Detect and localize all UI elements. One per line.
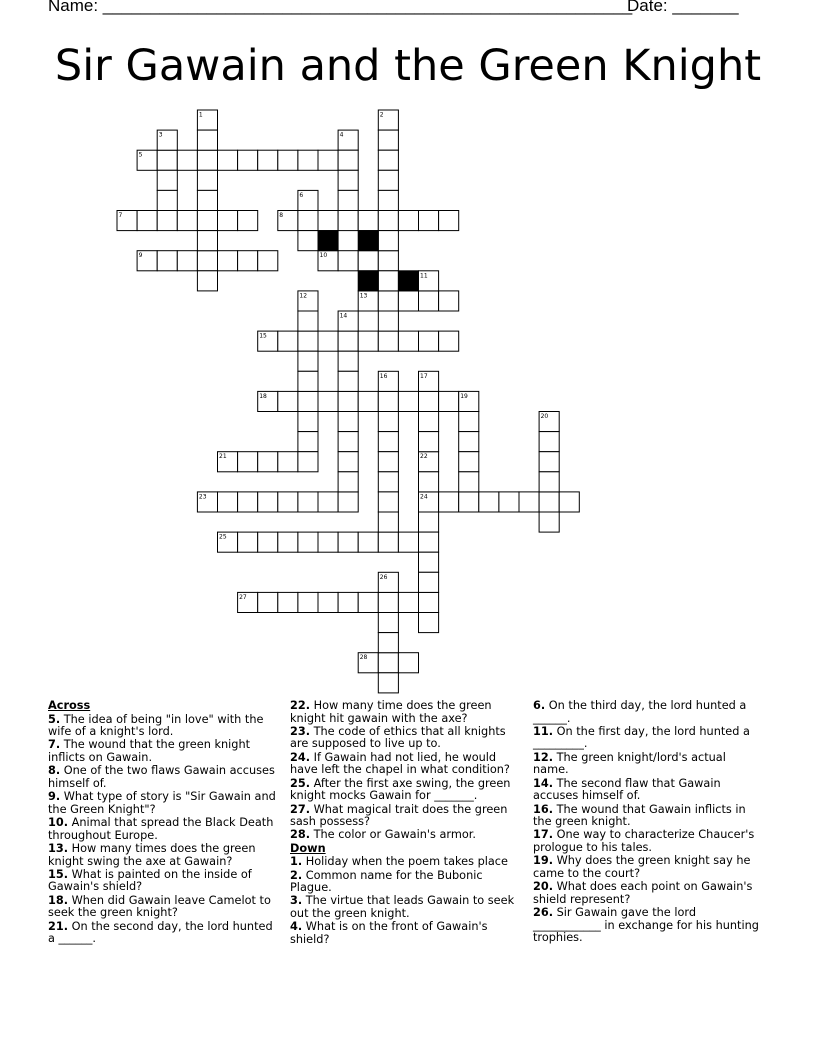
grid-cell[interactable] (298, 331, 318, 351)
clue-text: What type of story is "Sir Gawain and the Green Knight"? (48, 790, 276, 816)
grid-cell[interactable] (298, 452, 318, 472)
clue-column-2 (290, 700, 520, 947)
grid-cell[interactable] (258, 251, 278, 271)
grid-cell[interactable] (398, 653, 418, 673)
clue-number: 16 (379, 372, 388, 380)
across-clue-7 (48, 739, 276, 764)
grid-cell[interactable] (419, 572, 439, 592)
grid-cell[interactable] (378, 251, 398, 271)
grid-cell[interactable] (258, 492, 278, 512)
clue-text: Why does the green knight say he came to the court? (533, 854, 751, 880)
name-field: Name: ________________________________________________________ (48, 0, 633, 15)
down-clue-3 (290, 895, 520, 920)
grid-cell[interactable] (258, 592, 278, 612)
grid-cell[interactable] (378, 130, 398, 150)
clue-text: The wound that the green knight inflicts on Gawain. (48, 738, 251, 765)
grid-cell[interactable] (459, 452, 479, 472)
grid-cell[interactable] (439, 391, 459, 411)
grid-cell[interactable] (398, 532, 418, 552)
clue-number: 21 (219, 453, 227, 461)
grid-cell[interactable] (238, 492, 258, 512)
grid-cell[interactable] (338, 532, 358, 552)
clue-number-label: 22. (290, 699, 311, 712)
grid-cell[interactable] (218, 150, 238, 170)
grid-cell[interactable] (479, 492, 499, 512)
clue-text: On the first day, the lord hunted a _________. (533, 724, 750, 751)
grid-cell[interactable] (338, 371, 358, 391)
grid-cell[interactable] (238, 251, 258, 271)
down-clue-2 (290, 870, 520, 895)
grid-cell[interactable] (298, 412, 318, 432)
grid-cell[interactable] (157, 211, 177, 231)
clue-number: 13 (359, 292, 368, 300)
clue-number: 7 (118, 212, 123, 219)
across-clue-21 (48, 921, 276, 946)
grid-cell[interactable] (439, 331, 459, 351)
grid-cell[interactable] (539, 472, 559, 492)
clue-number: 10 (319, 252, 328, 260)
clue-column-1 (48, 700, 276, 946)
clue-number-label: 7. (48, 738, 61, 752)
clue-text: How many time does the green knight hit gawain with the axe? (290, 699, 492, 725)
clue-number-label: 16. (533, 802, 554, 816)
clue-number-label: 18. (48, 893, 69, 907)
clue-number-label: 19. (533, 854, 554, 868)
clue-number: 19 (460, 392, 468, 400)
clue-number-label: 1. (290, 855, 303, 869)
grid-cell[interactable] (378, 311, 398, 331)
across-clue-22 (290, 700, 520, 725)
clue-number: 27 (239, 593, 247, 601)
grid-black-cell (358, 271, 378, 291)
grid-cell[interactable] (439, 211, 459, 231)
grid-cell[interactable] (157, 170, 177, 190)
grid-cell[interactable] (258, 452, 278, 472)
grid-cell[interactable] (298, 532, 318, 552)
grid-cell[interactable] (539, 492, 559, 512)
grid-cell[interactable] (439, 291, 459, 311)
grid-cell[interactable] (238, 452, 258, 472)
grid-cell[interactable] (419, 391, 439, 411)
grid-cell[interactable] (278, 532, 298, 552)
grid-cell[interactable] (419, 291, 439, 311)
grid-cell[interactable] (419, 552, 439, 572)
clue-number: 26 (379, 573, 388, 581)
down-clue-16 (533, 804, 763, 829)
grid-cell[interactable] (338, 211, 358, 231)
down-clue-6 (533, 700, 763, 725)
grid-cell[interactable] (419, 592, 439, 612)
clue-text: What is painted on the inside of Gawain's shield? (48, 867, 252, 894)
grid-cell[interactable] (358, 391, 378, 411)
clue-text: The idea of being "in love" with the wife of a knight's lord. (48, 712, 264, 739)
grid-cell[interactable] (419, 613, 439, 633)
clue-number-label: 11. (533, 724, 554, 738)
grid-cell[interactable] (459, 492, 479, 512)
grid-cell[interactable] (378, 291, 398, 311)
grid-cell[interactable] (197, 190, 217, 210)
clue-number-label: 28. (290, 828, 311, 842)
clue-text: One way to characterize Chaucer's prologue to his tales. (533, 828, 755, 854)
grid-cell[interactable] (419, 412, 439, 432)
clue-number-label: 15. (48, 867, 69, 881)
grid-cell[interactable] (378, 190, 398, 210)
grid-cell[interactable] (338, 150, 358, 170)
grid-cell[interactable] (238, 150, 258, 170)
clue-number: 3 (158, 131, 163, 139)
grid-cell[interactable] (278, 150, 298, 170)
clue-number-label: 24. (290, 750, 311, 764)
clue-text: The virtue that leads Gawain to seek out the green knight. (290, 894, 515, 920)
clue-number-label: 8. (48, 764, 61, 778)
grid-cell[interactable] (298, 211, 318, 231)
grid-black-cell (358, 231, 378, 251)
clue-text: What magical trait does the green sash possess? (290, 802, 508, 829)
grid-cell[interactable] (318, 391, 338, 411)
clue-text: If Gawain had not lied, he would have left the chapel in what condition? (290, 750, 510, 777)
grid-cell[interactable] (338, 432, 358, 452)
down-clue-20 (533, 881, 763, 906)
across-clue-15 (48, 869, 276, 894)
grid-cell[interactable] (519, 492, 539, 512)
clue-text: On the third day, the lord hunted a ______. (533, 699, 747, 725)
grid-cell[interactable] (177, 251, 197, 271)
grid-cell[interactable] (278, 492, 298, 512)
clue-number: 4 (339, 131, 344, 139)
clue-number-label: 17. (533, 828, 554, 842)
grid-cell[interactable] (378, 331, 398, 351)
grid-cell[interactable] (218, 492, 238, 512)
grid-cell[interactable] (378, 170, 398, 190)
grid-cell[interactable] (338, 412, 358, 432)
clue-text: The green knight/lord's actual name. (533, 750, 726, 777)
grid-cell[interactable] (197, 251, 217, 271)
grid-cell[interactable] (157, 150, 177, 170)
grid-cell[interactable] (378, 532, 398, 552)
clue-number-label: 9. (48, 790, 61, 804)
clue-text: After the first axe swing, the green knight mocks Gawain for _______. (290, 776, 511, 803)
clue-number: 25 (219, 533, 227, 541)
date-field: Date: _______ (627, 0, 739, 15)
grid-cell[interactable] (398, 391, 418, 411)
clue-number: 18 (259, 392, 267, 400)
grid-cell[interactable] (419, 512, 439, 532)
clue-text: What is on the front of Gawain's shield? (290, 920, 488, 946)
grid-cell[interactable] (398, 331, 418, 351)
grid-cell[interactable] (318, 532, 338, 552)
grid-cell[interactable] (338, 331, 358, 351)
grid-cell[interactable] (459, 412, 479, 432)
down-heading: Down (290, 841, 326, 855)
clue-text: The second flaw that Gawain accuses himself of. (533, 776, 721, 803)
grid-cell[interactable] (378, 653, 398, 673)
grid-cell[interactable] (298, 311, 318, 331)
grid-cell[interactable] (378, 613, 398, 633)
grid-cell[interactable] (398, 592, 418, 612)
grid-cell[interactable] (318, 592, 338, 612)
clue-number: 22 (420, 453, 428, 461)
grid-cell[interactable] (338, 492, 358, 512)
grid-cell[interactable] (177, 211, 197, 231)
down-clue-11 (533, 726, 763, 751)
clue-text: On the second day, the lord hunted a ______. (48, 919, 273, 946)
grid-cell[interactable] (157, 190, 177, 210)
grid-cell[interactable] (338, 170, 358, 190)
down-clue-26 (533, 907, 763, 945)
clue-text: The color or Gawain's armor. (310, 828, 476, 842)
grid-cell[interactable] (439, 492, 459, 512)
grid-cell[interactable] (378, 452, 398, 472)
grid-cell[interactable] (358, 592, 378, 612)
across-clue-27 (290, 804, 520, 829)
across-clue-5 (48, 714, 276, 739)
grid-cell[interactable] (378, 432, 398, 452)
clue-number: 15 (259, 332, 267, 340)
grid-cell[interactable] (278, 391, 298, 411)
grid-cell[interactable] (278, 452, 298, 472)
across-clue-25 (290, 778, 520, 803)
down-clue-19 (533, 855, 763, 880)
clue-number-label: 27. (290, 802, 311, 816)
grid-cell[interactable] (338, 190, 358, 210)
clue-text: The wound that Gawain inflicts in the green knight. (533, 802, 746, 829)
grid-cell[interactable] (338, 452, 358, 472)
across-clue-24 (290, 752, 520, 777)
clue-number-label: 26. (533, 906, 554, 919)
grid-cell[interactable] (378, 211, 398, 231)
down-clue-17 (533, 829, 763, 854)
grid-cell[interactable] (459, 432, 479, 452)
grid-cell[interactable] (258, 150, 278, 170)
grid-cell[interactable] (298, 432, 318, 452)
across-clue-28 (290, 829, 520, 842)
grid-cell[interactable] (197, 211, 217, 231)
grid-cell[interactable] (298, 371, 318, 391)
grid-cell[interactable] (338, 351, 358, 371)
grid-cell[interactable] (459, 472, 479, 492)
grid-cell[interactable] (398, 291, 418, 311)
page-title: Sir Gawain and the Green Knight (54, 41, 762, 91)
grid-cell[interactable] (378, 412, 398, 432)
grid-cell[interactable] (278, 331, 298, 351)
grid-cell[interactable] (197, 150, 217, 170)
clue-text: Common name for the Bubonic Plague. (290, 868, 483, 895)
clue-column-3 (533, 700, 763, 945)
clue-number-label: 13. (48, 841, 69, 855)
grid-cell[interactable] (137, 211, 157, 231)
grid-cell[interactable] (197, 130, 217, 150)
grid-cell[interactable] (338, 391, 358, 411)
clue-number-label: 20. (533, 880, 554, 894)
down-clue-4 (290, 921, 520, 946)
clue-text: What does each point on Gawain's shield represent? (533, 880, 753, 906)
clue-number: 2 (379, 111, 384, 119)
grid-cell[interactable] (298, 231, 318, 251)
grid-cell[interactable] (378, 150, 398, 170)
grid-cell[interactable] (539, 432, 559, 452)
clue-number-label: 25. (290, 776, 311, 790)
grid-black-cell (318, 231, 338, 251)
grid-cell[interactable] (419, 211, 439, 231)
clue-number: 17 (420, 372, 428, 380)
clue-number: 24 (420, 493, 428, 501)
grid-cell[interactable] (378, 592, 398, 612)
across-clue-13 (48, 843, 276, 868)
clue-text: Animal that spread the Black Death throughout Europe. (48, 816, 274, 842)
grid-cell[interactable] (238, 532, 258, 552)
grid-cell[interactable] (258, 532, 278, 552)
clue-number-label: 21. (48, 919, 69, 933)
grid-cell[interactable] (358, 251, 378, 271)
grid-cell[interactable] (318, 492, 338, 512)
grid-cell[interactable] (378, 391, 398, 411)
grid-cell[interactable] (419, 331, 439, 351)
grid-cell[interactable] (559, 492, 579, 512)
clue-number: 5 (138, 151, 143, 159)
grid-cell[interactable] (539, 512, 559, 532)
across-clue-18 (48, 895, 276, 920)
clue-number: 23 (198, 493, 207, 501)
clue-number: 8 (279, 212, 284, 219)
clue-number-label: 3. (290, 894, 303, 908)
grid-cell[interactable] (197, 170, 217, 190)
clue-number: 1 (198, 111, 203, 119)
grid-cell[interactable] (238, 211, 258, 231)
grid-cell[interactable] (338, 251, 358, 271)
grid-cell[interactable] (419, 532, 439, 552)
clue-number: 9 (138, 252, 143, 260)
clue-text: When did Gawain leave Camelot to seek the green knight? (48, 893, 271, 920)
grid-cell[interactable] (298, 351, 318, 371)
clue-number-label: 10. (48, 816, 69, 830)
across-clue-10 (48, 817, 276, 842)
grid-cell[interactable] (218, 251, 238, 271)
grid-cell[interactable] (419, 432, 439, 452)
grid-cell[interactable] (499, 492, 519, 512)
grid-cell[interactable] (298, 492, 318, 512)
grid-cell[interactable] (157, 251, 177, 271)
down-clue-12 (533, 752, 763, 777)
grid-cell[interactable] (378, 633, 398, 653)
grid-cell[interactable] (358, 211, 378, 231)
grid-cell[interactable] (358, 532, 378, 552)
clue-text: Holiday when the poem takes place (302, 855, 508, 869)
grid-cell[interactable] (378, 231, 398, 251)
grid-cell[interactable] (298, 592, 318, 612)
clue-text: The code of ethics that all knights are supposed to live up to. (290, 724, 506, 751)
grid-cell[interactable] (197, 231, 217, 251)
clue-number: 28 (359, 654, 368, 662)
across-heading: Across (48, 699, 91, 712)
clue-number-label: 23. (290, 724, 311, 738)
clue-text: How many times does the green knight swing the axe at Gawain? (48, 841, 256, 868)
grid-cell[interactable] (218, 211, 238, 231)
grid-cell[interactable] (378, 673, 398, 693)
grid-cell[interactable] (298, 150, 318, 170)
grid-cell[interactable] (358, 331, 378, 351)
clue-number: 20 (540, 413, 549, 420)
grid-cell[interactable] (278, 592, 298, 612)
down-clue-1 (290, 856, 520, 869)
grid-black-cell (398, 271, 418, 291)
grid-cell[interactable] (398, 211, 418, 231)
grid-cell[interactable] (338, 472, 358, 492)
grid-cell[interactable] (298, 391, 318, 411)
across-clue-8 (48, 765, 276, 790)
clue-number-label: 5. (48, 712, 61, 726)
clue-number-label: 12. (533, 750, 554, 764)
grid-cell[interactable] (378, 492, 398, 512)
clue-number-label: 14. (533, 776, 554, 790)
clue-number: 6 (299, 191, 304, 199)
grid-cell[interactable] (378, 472, 398, 492)
grid-cell[interactable] (318, 211, 338, 231)
clue-number: 11 (420, 272, 428, 280)
clue-number-label: 6. (533, 699, 546, 712)
across-clue-23 (290, 726, 520, 751)
grid-cell[interactable] (378, 512, 398, 532)
down-clue-14 (533, 778, 763, 803)
clue-text: One of the two flaws Gawain accuses himself of. (48, 764, 275, 790)
clue-text: Sir Gawain gave the lord ____________ in exchange for his hunting trophies. (533, 906, 759, 945)
grid-cell[interactable] (338, 592, 358, 612)
grid-cell[interactable] (177, 150, 197, 170)
grid-cell[interactable] (197, 271, 217, 291)
clue-number: 12 (299, 292, 308, 300)
grid-cell[interactable] (419, 472, 439, 492)
clue-number: 14 (339, 312, 348, 320)
clue-number-label: 4. (290, 920, 303, 934)
grid-cell[interactable] (318, 331, 338, 351)
across-clue-9 (48, 791, 276, 816)
grid-cell[interactable] (378, 271, 398, 291)
clue-number-label: 2. (290, 868, 303, 882)
grid-cell[interactable] (539, 452, 559, 472)
grid-cell[interactable] (318, 150, 338, 170)
